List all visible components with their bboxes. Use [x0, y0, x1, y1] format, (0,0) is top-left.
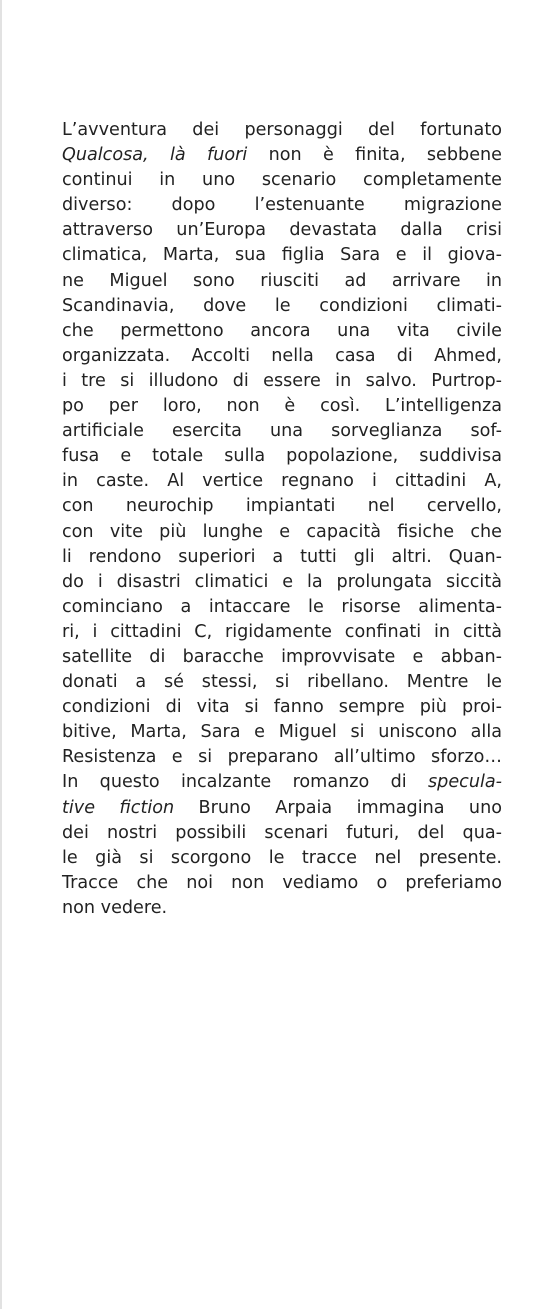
- blurb-italic-text: specula-: [427, 772, 502, 793]
- blurb-text-run: cominciano a intaccare le risorse alimenta-: [62, 596, 502, 617]
- blurb-line: [62, 745, 502, 770]
- blurb-line: [62, 770, 502, 795]
- blurb-text-run: po per loro, non è così. L’intelligenza: [62, 396, 502, 417]
- blurb-text-run: dei nostri possibili scenari futuri, del qua-: [62, 822, 502, 843]
- blurb-text-run: con vite più lunghe e capacità fisiche che: [62, 521, 502, 542]
- blurb-line: [62, 896, 502, 921]
- blurb-line: [62, 419, 502, 444]
- blurb-text-run: continui in uno scenario completamente: [62, 170, 502, 191]
- blurb-text-run: Scandinavia, dove le condizioni climati-: [62, 295, 502, 316]
- blurb-text-run: con neurochip impiantati nel cervello,: [62, 496, 502, 517]
- blurb-text-run: do i disastri climatici e la prolungata siccità: [62, 571, 502, 592]
- blurb-text-run: in caste. Al vertice regnano i cittadini A,: [62, 471, 502, 492]
- blurb-text-run: bitive, Marta, Sara e Miguel si uniscono alla: [62, 722, 502, 743]
- blurb-text-run: artificiale esercita una sorveglianza sof-: [62, 421, 502, 442]
- blurb-line: [62, 595, 502, 620]
- blurb-text-run: Resistenza e si preparano all’ultimo sforzo…: [62, 747, 502, 768]
- blurb-text-run: li rendono superiori a tutti gli altri. Quan-: [62, 546, 502, 567]
- blurb-text-run: le già si scorgono le tracce nel presente.: [62, 847, 502, 868]
- blurb-line: [62, 796, 502, 821]
- blurb-text-run: condizioni di vita si fanno sempre più proi-: [62, 697, 502, 718]
- blurb-line: [62, 269, 502, 294]
- blurb-line: [62, 520, 502, 545]
- blurb-text-run: climatica, Marta, sua figlia Sara e il giova-: [62, 245, 502, 266]
- blurb-line: [62, 620, 502, 645]
- blurb-line: [62, 570, 502, 595]
- blurb-text-run: non è finita, sebbene: [247, 145, 503, 166]
- blurb-text-run: organizzata. Accolti nella casa di Ahmed,: [62, 345, 502, 366]
- blurb-italic-text: Qualcosa, là fuori: [62, 145, 248, 166]
- blurb-line: [62, 369, 502, 394]
- blurb-line: [62, 394, 502, 419]
- blurb-line: [62, 821, 502, 846]
- blurb-text-run: diverso: dopo l’estenuante migrazione: [62, 195, 502, 216]
- blurb-line: [62, 469, 502, 494]
- blurb-line: [62, 545, 502, 570]
- blurb-line: [62, 670, 502, 695]
- blurb-line: [62, 871, 502, 896]
- blurb-text-run: satellite di baracche improvvisate e abban-: [62, 646, 502, 667]
- blurb-text-run: donati a sé stessi, si ribellano. Mentre le: [62, 672, 502, 693]
- blurb-line: [62, 218, 502, 243]
- blurb-text-run: L’avventura dei personaggi del fortunato: [62, 120, 502, 140]
- blurb-line: [62, 294, 502, 319]
- blurb-text-run: Bruno Arpaia immagina uno: [174, 797, 502, 818]
- blurb-line: [62, 344, 502, 369]
- book-blurb-text: [62, 118, 502, 921]
- blurb-text-run: fusa e totale sulla popolazione, suddivisa: [62, 446, 502, 467]
- blurb-line: [62, 695, 502, 720]
- blurb-text-run: In questo incalzante romanzo di: [62, 772, 428, 793]
- blurb-text-run: attraverso un’Europa devastata dalla crisi: [62, 220, 502, 241]
- blurb-line: [62, 243, 502, 268]
- blurb-line: [62, 444, 502, 469]
- blurb-line: [62, 720, 502, 745]
- blurb-italic-text: tive fiction: [62, 797, 175, 818]
- blurb-text-run: Tracce che noi non vediamo o preferiamo: [62, 872, 502, 893]
- blurb-text-run: che permettono ancora una vita civile: [62, 320, 502, 341]
- blurb-line: [62, 645, 502, 670]
- blurb-text-run: ne Miguel sono riusciti ad arrivare in: [62, 270, 502, 291]
- blurb-line: [62, 143, 502, 168]
- blurb-line: [62, 494, 502, 519]
- blurb-text-run: i tre si illudono di essere in salvo. Purtrop-: [62, 370, 502, 391]
- page-edge-line: [0, 0, 2, 1309]
- blurb-line: [62, 118, 502, 143]
- blurb-text-run: non vedere.: [62, 897, 168, 918]
- blurb-line: [62, 319, 502, 344]
- blurb-line: [62, 846, 502, 871]
- blurb-line: [62, 168, 502, 193]
- blurb-text-run: ri, i cittadini C, rigidamente confinati in città: [62, 621, 502, 642]
- blurb-line: [62, 193, 502, 218]
